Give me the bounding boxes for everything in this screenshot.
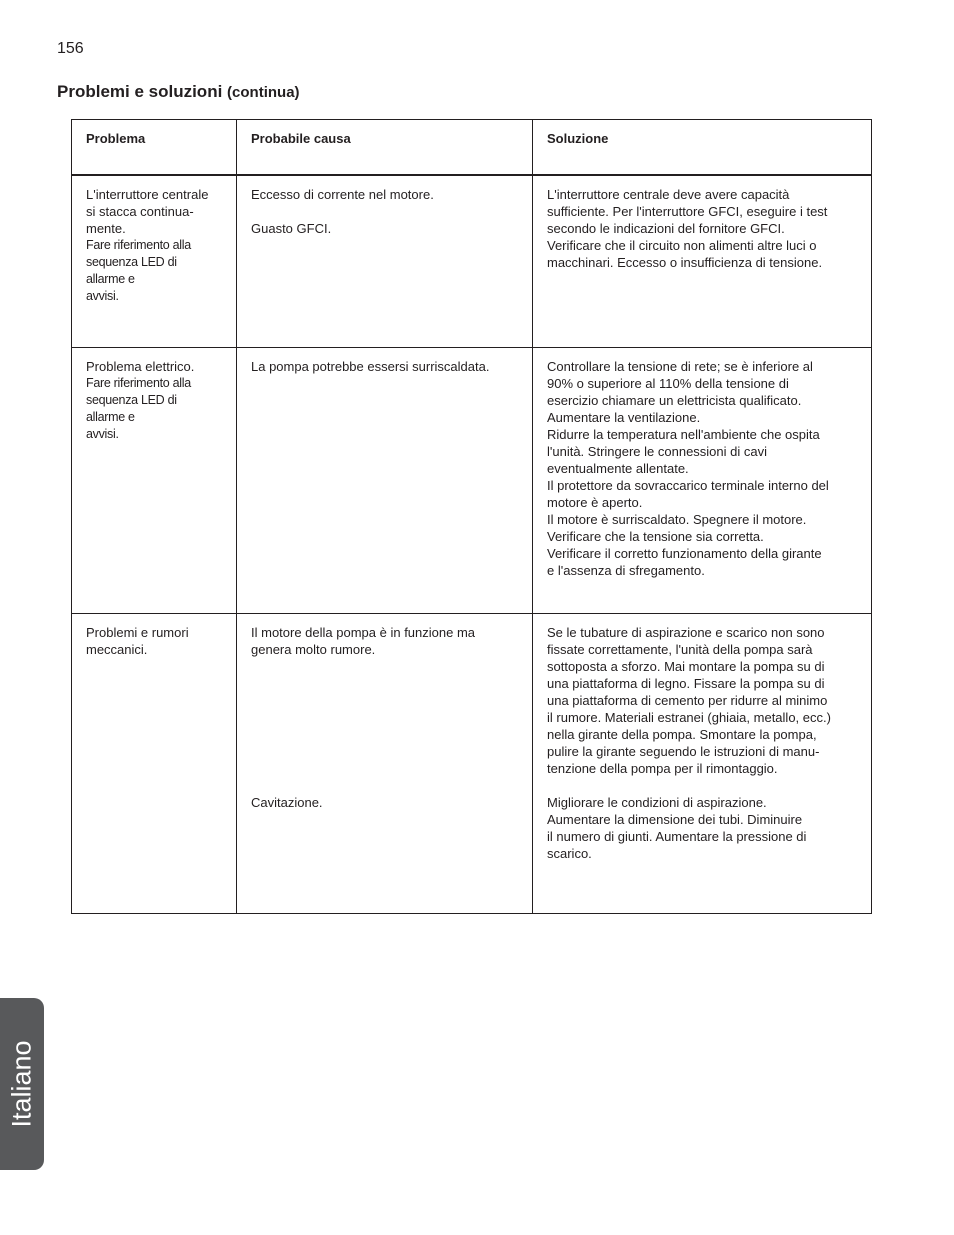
- table-header-row: [72, 120, 872, 176]
- solution-text: Migliorare le condizioni di aspirazione. Aumentare la dimensione dei tubi. Diminuire il numero di giunti. Aumentare la pressione di scarico.: [547, 795, 807, 861]
- table-row: [72, 348, 872, 614]
- problem-note: Fare riferimento alla sequenza LED di allarme e avvisi.: [86, 376, 191, 441]
- solution-cell: [533, 614, 872, 914]
- header-cause: Probabile causa: [237, 120, 533, 176]
- solution-text: Se le tubature di aspirazione e scarico non sono fissate correttamente, l'unità della pompa sarà sottoposta a sforzo. Mai montare la pompa su di una piattaforma di legno. Fissare la pompa su di una piattaforma di cemento per ridurre al minimo il rumore. Materiali estranei (ghiaia, metallo, ecc.) nella girante della pompa. Smontare la pompa, pulire la girante seguendo le istruzioni di manu- tenzione della pompa per il rimontaggio.: [547, 625, 831, 776]
- cause-text: La pompa potrebbe essersi surriscaldata.: [251, 359, 490, 374]
- solution-cell: [533, 175, 872, 348]
- problem-cell: [72, 614, 237, 914]
- problem-cell: [72, 175, 237, 348]
- cause-text: Eccesso di corrente nel motore.: [251, 187, 434, 202]
- problem-note: Fare riferimento alla sequenza LED di allarme e avvisi.: [86, 238, 191, 303]
- cause-text: Guasto GFCI.: [251, 221, 332, 236]
- cause-text: Il motore della pompa è in funzione ma genera molto rumore.: [251, 625, 476, 657]
- solution-text: Controllare la tensione di rete; se è inferiore al 90% o superiore al 110% della tensione di esercizio chiamare un elettricista qualificato. Aumentare la ventilazione. Ridurre la temperatura nell'ambiente che ospita l'unità. Stringere le connessioni di cavi eventualmente allentate. Il protettore da sovraccarico terminale interno del motore è aperto. Il motore è surriscaldato. Spegnere il motore. Verificare che la tensione sia corretta. Verificare il corretto funzionamento della girante e l'assenza di sfregamento.: [547, 359, 829, 578]
- page-title: [57, 82, 300, 102]
- problem-text: Problemi e rumori meccanici.: [86, 625, 189, 657]
- page-title-subtitle: (continua): [227, 84, 300, 101]
- troubleshooting-table: [71, 119, 872, 914]
- cause-cell: [237, 348, 533, 614]
- header-solution: Soluzione: [533, 120, 872, 176]
- table-row: [72, 614, 872, 914]
- language-tab-label: Italiano: [6, 1040, 37, 1128]
- solution-text: L'interruttore centrale deve avere capacità sufficiente. Per l'interruttore GFCI, eseguire i test secondo le indicazioni del fornitore GFCI. Verificare che il circuito non alimenti altre luci o macchinari. Eccesso o insufficienza di tensione.: [547, 187, 828, 270]
- page-number: 156: [57, 40, 84, 57]
- table-row: [72, 175, 872, 348]
- cause-cell: [237, 175, 533, 348]
- cause-cell: [237, 614, 533, 914]
- language-tab: [0, 998, 44, 1170]
- problem-text: Problema elettrico.: [86, 359, 195, 374]
- header-problem: Problema: [72, 120, 237, 176]
- problem-cell: [72, 348, 237, 614]
- page-title-main: Problemi e soluzioni: [57, 82, 223, 101]
- problem-text: L'interruttore centrale si stacca continua- mente.: [86, 187, 209, 236]
- solution-cell: [533, 348, 872, 614]
- cause-text: Cavitazione.: [251, 795, 323, 810]
